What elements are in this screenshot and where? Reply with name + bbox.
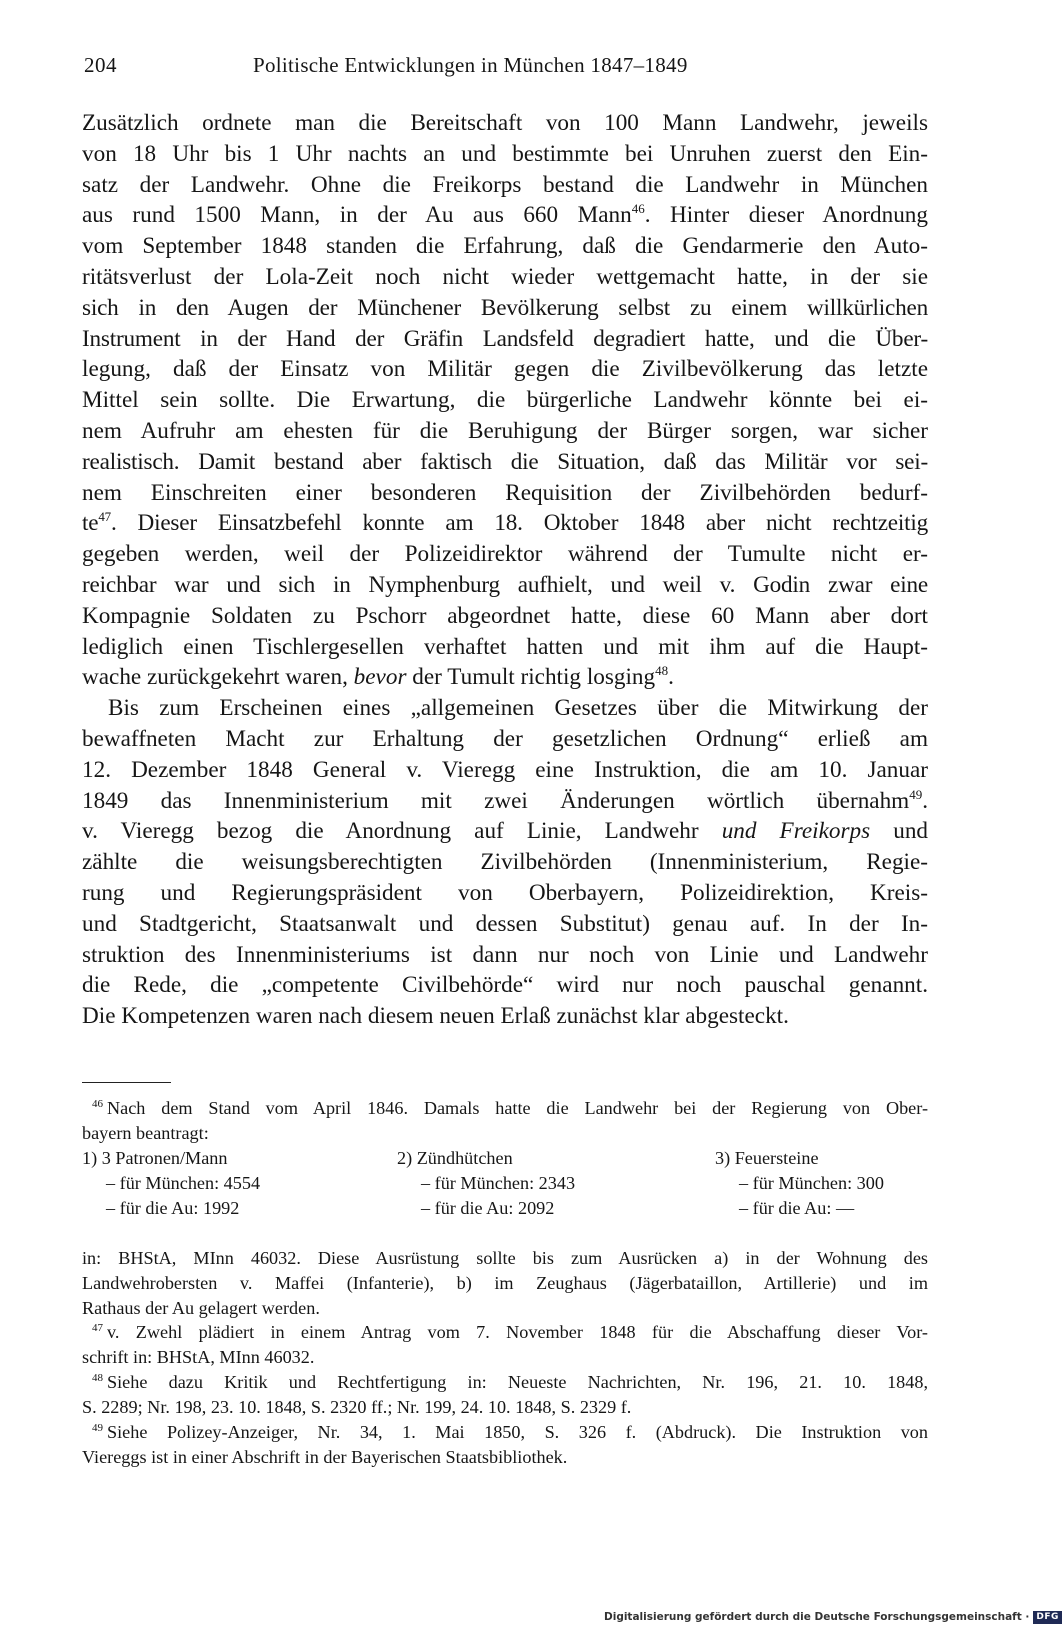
column-head: 1) 3 Patronen/Mann — [82, 1147, 228, 1168]
dfg-logo: DFG — [1033, 1611, 1062, 1624]
text-line: von 18 Uhr bis 1 Uhr nachts an und bestimmte bei Unruhen zuerst den Ein- — [82, 140, 928, 167]
text-line: aus rund 1500 Mann, in der Au aus 660 Mann$^{46}$. Hinter dieser Anordnung — [82, 201, 928, 229]
column-row: – für die Au: 2092 — [421, 1197, 555, 1218]
footnote-line: schrift in: BHStA, MInn 46032. — [82, 1347, 315, 1368]
footnote-49 — [82, 1420, 928, 1470]
text-line: $te^{47}$. Dieser Einsatzbefehl konnte am 18. Oktober 1848 aber nicht rechtzeitig — [82, 509, 928, 537]
text-line: rung und Regierungspräsident von Oberbayern, Polizeidirektion, Kreis- — [82, 879, 928, 906]
column-head: 2) Zündhütchen — [397, 1147, 513, 1168]
text-line: die Rede, die „competente Civilbehörde“ wird nur noch pauschal genannt. — [82, 972, 928, 999]
body-text — [82, 108, 928, 1032]
footnote-line: $^{48}$ Siehe dazu Kritik und Rechtfertigung in: Neueste Nachrichten, Nr. 196, 21. 10. 1848, — [92, 1372, 928, 1393]
footnote-48 — [82, 1370, 928, 1420]
footnote-line: Landwehrobersten v. Maffei (Infanterie), b) im Zeughaus (Jägerbataillon, Artillerie) und im — [82, 1272, 928, 1293]
text-line: realistisch. Damit bestand aber faktisch die Situation, daß das Militär vor sei- — [82, 448, 928, 475]
page-number: 204 — [84, 53, 117, 77]
text-line: satz der Landwehr. Ohne die Freikorps bestand die Landwehr in München — [82, 171, 928, 198]
text-line: nem Aufruhr am ehesten für die Beruhigung der Bürger sorgen, war sicher — [82, 417, 928, 444]
text-line: und Stadtgericht, Staatsanwalt und dessen Substitut) genau auf. In der In- — [82, 910, 928, 937]
footnotes — [82, 1096, 928, 1470]
footnote-ref-48: 48 — [655, 663, 669, 679]
credit-text: Digitalisierung gefördert durch die Deutsche Forschungsgemeinschaft · — [604, 1611, 1030, 1623]
text-line: sich in den Augen der Münchener Bevölkerung selbst zu einem willkürlichen — [82, 294, 928, 321]
footnote-line: $^{47}$ v. Zwehl plädiert in einem Antrag vom 7. November 1848 für die Abschaffung dieser Vor- — [92, 1322, 928, 1343]
footnote-ref-46: 46 — [631, 201, 645, 217]
footnote-column — [82, 1146, 260, 1221]
text-line: reichbar war und sich in Nymphenburg aufhielt, und weil v. Godin zwar eine — [82, 571, 928, 598]
footnote-line: S. 2289; Nr. 198, 23. 10. 1848, S. 2320 ff.; Nr. 199, 24. 10. 1848, S. 2329 f. — [82, 1397, 632, 1418]
footnote-46 — [82, 1096, 928, 1320]
text-line: Mittel sein sollte. Die Erwartung, die bürgerliche Landwehr könnte bei ei- — [82, 387, 928, 414]
footnote-ref-47: 47 — [98, 509, 111, 525]
footnote-number: 48 — [92, 1372, 103, 1385]
footnote-separator — [82, 1082, 171, 1083]
footnote-line: in: BHStA, MInn 46032. Diese Ausrüstung sollte bis zum Ausrücken a) in der Wohnung des — [82, 1247, 928, 1268]
text-line: struktion des Innenministeriums ist dann nur noch von Linie und Landwehr — [82, 941, 928, 968]
footnote-number: 49 — [92, 1422, 103, 1435]
column-head: 3) Feuersteine — [715, 1147, 819, 1168]
text-line: Die Kompetenzen waren nach diesem neuen Erlaß zunächst klar abgesteckt. — [82, 1003, 789, 1030]
footnote-line: bayern beantragt: — [82, 1122, 209, 1143]
text-line: v. Vieregg bezog die Anordnung auf Linie, Landwehr und Freikorps und — [82, 818, 929, 845]
text-line: Bis zum Erscheinen eines „allgemeinen Gesetzes über die Mitwirkung der — [108, 695, 928, 722]
footnote-line: Rathaus der Au gelagert werden. — [82, 1297, 320, 1318]
column-row: – für die Au: — — [739, 1197, 855, 1218]
emphasis-text: und Freikorps — [721, 818, 871, 845]
footnote-number: 47 — [92, 1322, 103, 1335]
running-title: Politische Entwicklungen in München 1847–1849 — [253, 53, 688, 77]
text-line: ritätsverlust der Lola-Zeit noch nicht wieder wettgemacht hatte, in der sie — [82, 263, 928, 290]
text-line: lediglich einen Tischlergesellen verhaftet hatten und mit ihm auf die Haupt- — [82, 633, 928, 660]
text-line: Zusätzlich ordnete man die Bereitschaft von 100 Mann Landwehr, jeweils — [82, 110, 928, 136]
text-line: vom September 1848 standen die Erfahrung, daß die Gendarmerie den Auto- — [82, 233, 928, 260]
text-line: nem Einschreiten einer besonderen Requisition der Zivilbehörden bedurf- — [82, 479, 928, 506]
text-line: Instrument in der Hand der Gräfin Landsfeld degradiert hatte, und die Über- — [82, 325, 928, 352]
text-line: Kompagnie Soldaten zu Pschorr abgeordnet hatte, diese 60 Mann aber dort — [82, 602, 928, 629]
footnote-line: Viereggs ist in einer Abschrift in der Bayerischen Staatsbibliothek. — [82, 1446, 568, 1467]
footnote-line: $^{46}$ Nach dem Stand vom April 1846. Damals hatte die Landwehr bei der Regierung von Ober- — [92, 1098, 928, 1118]
digitization-credit — [604, 1607, 1062, 1627]
column-row: – für München: 2343 — [421, 1172, 576, 1193]
text-line: 12. Dezember 1848 General v. Vieregg eine Instruktion, die am 10. Januar — [82, 756, 928, 783]
text-line: bewaffneten Macht zur Erhaltung der gesetzlichen Ordnung“ erließ am — [82, 725, 928, 752]
text-line: wache zurückgekehrt waren, bevor der Tumult richtig losging$^{48}$. — [82, 663, 674, 691]
footnote-column — [397, 1146, 575, 1221]
footnote-column — [715, 1146, 884, 1221]
footnote-47 — [82, 1320, 928, 1370]
text-line: legung, daß der Einsatz von Militär gegen die Zivilbevölkerung das letzte — [82, 356, 928, 383]
column-row: – für die Au: 1992 — [106, 1197, 240, 1218]
text-line: gegeben werden, weil der Polizeidirektor während der Tumulte nicht er- — [82, 541, 928, 568]
footnote-ref-49: 49 — [909, 786, 923, 802]
footnote-number: 46 — [92, 1098, 103, 1110]
text-line: zählte die weisungsberechtigten Zivilbehörden (Innenministerium, Regie- — [82, 849, 928, 876]
footnote-table — [82, 1146, 928, 1246]
page-header — [84, 50, 756, 80]
column-row: – für München: 300 — [739, 1172, 884, 1193]
footnote-line: $^{49}$ Siehe Polizey-Anzeiger, Nr. 34, 1. Mai 1850, S. 326 f. (Abdruck). Die Instruktion von — [92, 1422, 928, 1443]
emphasis-text: bevor — [353, 664, 407, 691]
column-row: – für München: 4554 — [106, 1172, 261, 1193]
text-line: 1849 das Innenministerium mit zwei Änderungen wörtlich übernahm$^{49}$. — [82, 786, 928, 814]
